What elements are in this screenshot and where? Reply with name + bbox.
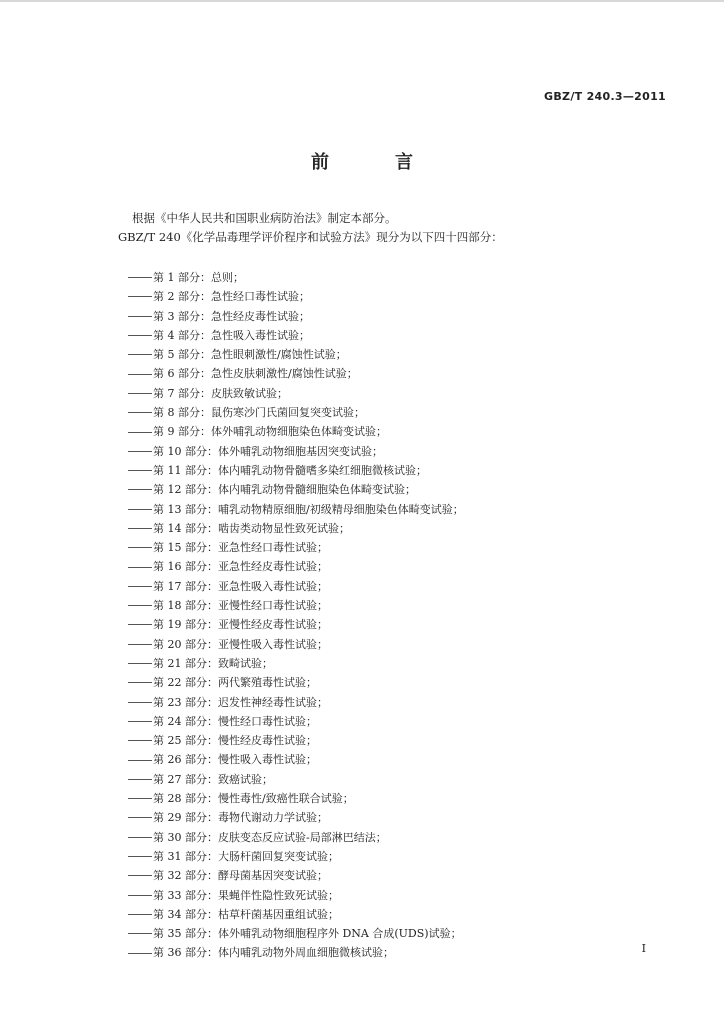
list-item-text: 第 12 部分：体内哺乳动物骨髓细胞染色体畸变试验； xyxy=(153,483,416,497)
em-dash-marker xyxy=(128,779,152,780)
list-item xyxy=(128,808,464,827)
list-item xyxy=(128,924,464,943)
em-dash-marker xyxy=(128,528,152,529)
list-item xyxy=(128,307,464,326)
list-item xyxy=(128,866,464,885)
em-dash-marker xyxy=(128,933,152,934)
list-item-text: 第 20 部分：亚慢性吸入毒性试验； xyxy=(153,637,328,651)
list-item xyxy=(128,905,464,924)
list-item xyxy=(128,326,464,345)
list-item-text: 第 2 部分：急性经口毒性试验； xyxy=(153,290,310,304)
list-item xyxy=(128,731,464,750)
em-dash-marker xyxy=(128,374,152,375)
em-dash-marker xyxy=(128,663,152,664)
list-item-text: 第 25 部分：慢性经皮毒性试验； xyxy=(153,734,317,748)
em-dash-marker xyxy=(128,316,152,317)
list-item-text: 第 23 部分：迟发性神经毒性试验； xyxy=(153,695,328,709)
em-dash-marker xyxy=(128,856,152,857)
list-item xyxy=(128,500,464,519)
list-item xyxy=(128,693,464,712)
list-item-text: 第 15 部分：亚急性经口毒性试验； xyxy=(153,541,328,555)
em-dash-marker xyxy=(128,354,152,355)
em-dash-marker xyxy=(128,470,152,471)
list-item-text: 第 4 部分：急性吸入毒性试验； xyxy=(153,328,310,342)
list-item xyxy=(128,364,464,383)
em-dash-marker xyxy=(128,682,152,683)
list-item-text: 第 3 部分：急性经皮毒性试验； xyxy=(153,309,310,323)
list-item-text: 第 8 部分：鼠伤寒沙门氏菌回复突变试验； xyxy=(153,406,365,420)
page-number: I xyxy=(641,942,646,955)
list-item xyxy=(128,770,464,789)
em-dash-marker xyxy=(128,644,152,645)
em-dash-marker xyxy=(128,875,152,876)
em-dash-marker xyxy=(128,432,152,433)
em-dash-marker xyxy=(128,837,152,838)
list-item-text: 第 17 部分：亚急性吸入毒性试验； xyxy=(153,579,328,593)
em-dash-marker xyxy=(128,702,152,703)
intro-paragraph xyxy=(118,209,503,247)
em-dash-marker xyxy=(128,412,152,413)
list-item-text: 第 16 部分：亚急性经皮毒性试验； xyxy=(153,560,328,574)
list-item xyxy=(128,403,464,422)
em-dash-marker xyxy=(128,895,152,896)
em-dash-marker xyxy=(128,624,152,625)
list-item xyxy=(128,635,464,654)
list-item xyxy=(128,789,464,808)
standard-code: GBZ/T 240.3—2011 xyxy=(544,90,666,103)
em-dash-marker xyxy=(128,798,152,799)
list-item xyxy=(128,750,464,769)
em-dash-marker xyxy=(128,451,152,452)
em-dash-marker xyxy=(128,509,152,510)
list-item-text: 第 19 部分：亚慢性经皮毒性试验； xyxy=(153,618,328,632)
list-item-text: 第 26 部分：慢性吸入毒性试验； xyxy=(153,753,317,767)
list-item xyxy=(128,442,464,461)
list-item xyxy=(128,577,464,596)
list-item xyxy=(128,345,464,364)
list-item-text: 第 36 部分：体内哺乳动物外周血细胞微核试验； xyxy=(153,946,394,960)
list-item-text: 第 27 部分：致癌试验； xyxy=(153,772,273,786)
list-item-text: 第 5 部分：急性眼刺激性/腐蚀性试验； xyxy=(153,348,347,362)
list-item-text: 第 9 部分：体外哺乳动物细胞染色体畸变试验； xyxy=(153,425,387,439)
list-item xyxy=(128,268,464,287)
list-item xyxy=(128,461,464,480)
em-dash-marker xyxy=(128,335,152,336)
list-item-text: 第 31 部分：大肠杆菌回复突变试验； xyxy=(153,849,339,863)
em-dash-marker xyxy=(128,721,152,722)
list-item-text: 第 34 部分：枯草杆菌基因重组试验； xyxy=(153,907,339,921)
list-item-text: 第 24 部分：慢性经口毒性试验； xyxy=(153,714,317,728)
list-item xyxy=(128,673,464,692)
em-dash-marker xyxy=(128,586,152,587)
list-item-text: 第 18 部分：亚慢性经口毒性试验； xyxy=(153,599,328,613)
list-item-text: 第 28 部分：慢性毒性/致癌性联合试验； xyxy=(153,792,354,806)
em-dash-marker xyxy=(128,760,152,761)
list-item xyxy=(128,557,464,576)
list-item-text: 第 7 部分：皮肤致敏试验； xyxy=(153,386,288,400)
list-item-text: 第 32 部分：酵母菌基因突变试验； xyxy=(153,869,328,883)
list-item xyxy=(128,943,464,962)
em-dash-marker xyxy=(128,914,152,915)
em-dash-marker xyxy=(128,547,152,548)
list-item-text: 第 33 部分：果蝇伴性隐性致死试验； xyxy=(153,888,339,902)
em-dash-marker xyxy=(128,296,152,297)
page-title: 前 言 xyxy=(311,152,437,173)
list-item xyxy=(128,654,464,673)
intro-line-2: GBZ/T 240《化学品毒理学评价程序和试验方法》现分为以下四十四部分： xyxy=(118,230,503,244)
list-item-text: 第 14 部分：啮齿类动物显性致死试验； xyxy=(153,521,350,535)
list-item xyxy=(128,828,464,847)
list-item-text: 第 13 部分：哺乳动物精原细胞/初级精母细胞染色体畸变试验； xyxy=(153,502,464,516)
parts-list xyxy=(128,268,464,963)
list-item xyxy=(128,422,464,441)
list-item xyxy=(128,712,464,731)
list-item-text: 第 30 部分：皮肤变态反应试验-局部淋巴结法； xyxy=(153,830,387,844)
list-item-text: 第 1 部分：总则； xyxy=(153,271,244,284)
page-edge xyxy=(0,0,724,2)
list-item-text: 第 21 部分：致畸试验； xyxy=(153,656,273,670)
em-dash-marker xyxy=(128,740,152,741)
em-dash-marker xyxy=(128,489,152,490)
list-item-text: 第 10 部分：体外哺乳动物细胞基因突变试验； xyxy=(153,444,383,458)
list-item xyxy=(128,596,464,615)
list-item xyxy=(128,384,464,403)
list-item xyxy=(128,538,464,557)
em-dash-marker xyxy=(128,605,152,606)
list-item xyxy=(128,886,464,905)
list-item xyxy=(128,847,464,866)
list-item-text: 第 22 部分：两代繁殖毒性试验； xyxy=(153,676,317,690)
list-item-text: 第 11 部分：体内哺乳动物骨髓嗜多染红细胞微核试验； xyxy=(153,463,427,477)
em-dash-marker xyxy=(128,953,152,954)
list-item xyxy=(128,287,464,306)
list-item xyxy=(128,615,464,634)
em-dash-marker xyxy=(128,277,152,278)
em-dash-marker xyxy=(128,393,152,394)
list-item xyxy=(128,480,464,499)
em-dash-marker xyxy=(128,567,152,568)
em-dash-marker xyxy=(128,817,152,818)
list-item-text: 第 6 部分：急性皮肤刺激性/腐蚀性试验； xyxy=(153,367,358,381)
list-item-text: 第 35 部分：体外哺乳动物细胞程序外 DNA 合成(UDS)试验； xyxy=(153,927,462,941)
intro-line-1: 根据《中华人民共和国职业病防治法》制定本部分。 xyxy=(132,211,397,225)
list-item-text: 第 29 部分：毒物代谢动力学试验； xyxy=(153,811,328,825)
list-item xyxy=(128,519,464,538)
